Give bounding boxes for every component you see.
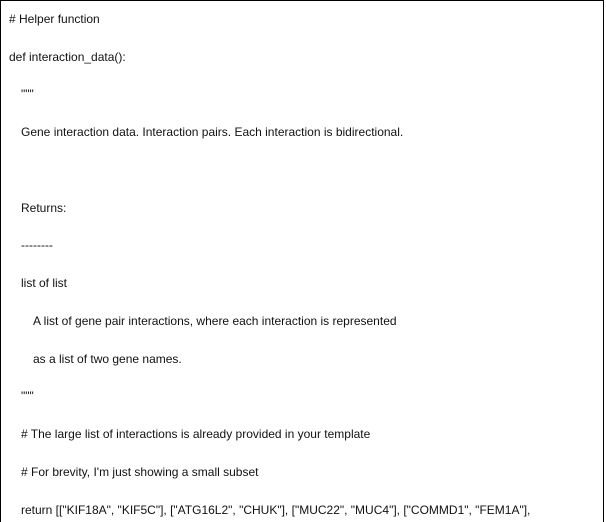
docstring-returns-heading: Returns: bbox=[21, 201, 67, 215]
code-comment-helper: # Helper function bbox=[9, 12, 100, 26]
docstring-return-desc-1: A list of gene pair interactions, where each interaction is represented bbox=[33, 314, 397, 328]
docstring-return-type: list of list bbox=[21, 276, 68, 290]
docstring-open: """ bbox=[21, 87, 34, 101]
docstring-underline: -------- bbox=[21, 238, 53, 252]
code-comment-brevity: # For brevity, I'm just showing a small subset bbox=[21, 465, 259, 479]
docstring-description: Gene interaction data. Interaction pairs. Each interaction is bidirectional. bbox=[21, 125, 404, 139]
code-comment-template: # The large list of interactions is already provided in your template bbox=[21, 427, 371, 441]
docstring-close: """ bbox=[21, 389, 34, 403]
code-def-line: def interaction_data(): bbox=[9, 50, 126, 64]
docstring-return-desc-2: as a list of two gene names. bbox=[33, 352, 182, 366]
code-return-line: return [["KIF18A", "KIF5C"], ["ATG16L2", "CHUK"], ["MUC22", "MUC4"], ["COMMD1", "FEM1A"], bbox=[21, 503, 531, 517]
